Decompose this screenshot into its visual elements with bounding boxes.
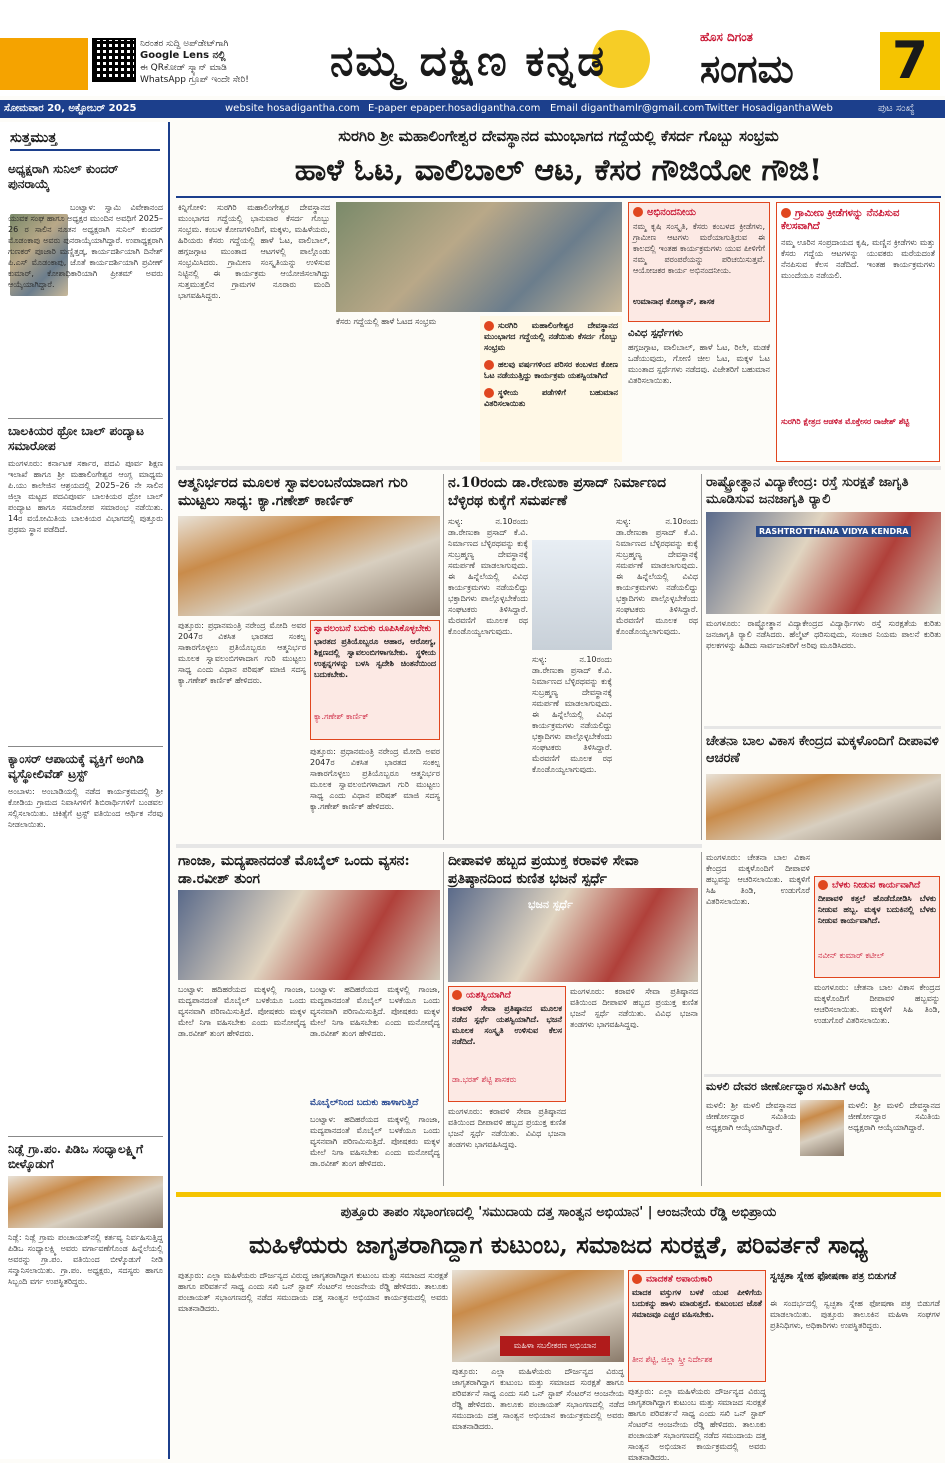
story-a-headline: ಆತ್ಮನಿರ್ಭರದ ಮೂಲಕ ಸ್ವಾವಲಂಬನೆಯಾದಾಗ ಗುರಿ ಮುಟ್ಟಲು ಸಾಧ್ಯ: ಕ್ಯಾ.ಗಣೇಶ್ ಕಾರ್ಣಿಕ್ [178,475,408,509]
article-2-headline: ಬಾಲಕಿಯರ ಥ್ರೋ ಬಾಲ್ ಪಂದ್ಯಾಟ ಸಮಾರೋಪ [8,424,145,453]
qr-code-icon[interactable] [92,38,136,82]
story-b-body-3: ಸುಳ್ಯ: ನ.10ರಂದು ಡಾ.ರೇಣುಕಾ ಪ್ರಸಾದ್ ಕೆ.ವಿ. ನಿರ್ಮಾಣದ ಬೆಳ್ಳಿರಥವನ್ನು ಕುಕ್ಕೆ ಸುಬ್ರಹ್ಮಣ್ಯ ದೇವಸ್ಥಾನಕ್ಕೆ ಸಮರ್ಪಣೆ ಮಾಡಲಾಗುವುದು. ಈ ಹಿನ್ನೆಲೆಯಲ್ಲಿ ವಿವಿಧ ಕಾರ್ಯಕ್ರಮಗಳು ನಡೆಯಲಿದ್ದು ಭಕ್ತಾದಿಗಳು ಪಾಲ್ಗೊಳ್ಳಬೇಕೆಂದು ಸಂಘಟಕರು ತಿಳಿಸಿದ್ದಾರೆ. ಮೆರವಣಿಗೆ ಮೂಲಕ ರಥ ಕೊಂಡೊಯ್ಯಲಾಗುವುದು. [616,517,698,636]
story-b-body: ಸುಳ್ಯ: ನ.10ರಂದು ಡಾ.ರೇಣುಕಾ ಪ್ರಸಾದ್ ಕೆ.ವಿ. ನಿರ್ಮಾಣದ ಬೆಳ್ಳಿರಥವನ್ನು ಕುಕ್ಕೆ ಸುಬ್ರಹ್ಮಣ್ಯ ದೇವಸ್ಥಾನಕ್ಕೆ ಸಮರ್ಪಣೆ ಮಾಡಲಾಗುವುದು. ಈ ಹಿನ್ನೆಲೆಯಲ್ಲಿ ವಿವಿಧ ಕಾರ್ಯಕ್ರಮಗಳು ನಡೆಯಲಿದ್ದು ಭಕ್ತಾದಿಗಳು ಪಾಲ್ಗೊಳ್ಳಬೇಕೆಂದು ಸಂಘಟಕರು ತಿಳಿಸಿದ್ದಾರೆ. ಮೆರವಣಿಗೆ ಮೂಲಕ ರಥ ಕೊಂಡೊಯ್ಯಲಾಗುವುದು. [448,517,528,636]
story-h-headline: ಮಳಲಿ ದೇವರ ಜೀರ್ಣೋದ್ಧಾರ ಸಮಿತಿಗೆ ಆಯ್ಕೆ [706,1080,870,1093]
story-g-quote: ದೀಪಾವಳಿ ಕತ್ತಲೆ ಹೊಡೆದೋಡಿಸಿ ಬೆಳಕು ನೀಡುವ ಹಬ್ಬ. ಮಕ್ಕಳ ಬದುಕಿನಲ್ಲಿ ಬೆಳಕು ನೀಡುವ ಕಾರ್ಯವಾಗಿದೆ. [818,893,936,925]
divider [443,852,444,1186]
bullet-2 [484,359,618,381]
qr-line-1: ನಿರಂತರ ಸುದ್ದಿ ಅಪ್‌ಡೇಟ್‌ಗಾಗಿ [140,39,229,49]
event-banner: ಮಹಿಳಾ ಸಬಲೀಕರಣ ಅಭಿಯಾನ [500,1336,610,1356]
quote-icon [452,990,462,1000]
games-title: ವಿವಿಧ ಸ್ಪರ್ಧೆಗಳು [628,328,683,339]
twitter-link[interactable]: Twitter HosadiganthaWeb [705,103,833,114]
story-d-headline: ಚೇತನಾ ಬಾಲ ವಿಕಾಸ ಕೇಂದ್ರದ ಮಕ್ಕಳೊಂದಿಗೆ ದೀಪಾವಳಿ ಆಚರಣೆ [706,734,939,766]
bullet-2-text: ಹಲವು ವರ್ಷಗಳಿಂದ ಪರಿಸರ ಕಂಬಳದ ಕೋಣ ಓಟ ನಡೆಯುತ್ತಿದ್ದು ಕಾರ್ಯಕ್ರಮ ಯಶಸ್ವಿಯಾಗಿದೆ [484,360,618,380]
lead-headline: ಹಾಳೆ ಓಟ, ವಾಲಿಬಾಲ್ ಆಟ, ಕೆಸರ ಗೌಜಿಯೋ ಗೌಜಿ! [294,153,823,188]
qr-line-2: Google Lens ನಲ್ಲಿ [140,50,226,61]
story-g-quote-title [818,880,936,891]
bottom-body: ಪುತ್ತೂರು: ಎಲ್ಲಾ ಮಹಿಳೆಯರು ದೌರ್ಜನ್ಯದ ವಿರುದ್ಧ ಜಾಗೃತರಾಗಿದ್ದಾಗ ಕುಟುಂಬ ಮತ್ತು ಸಮಾಜದ ಸುರಕ್ಷತೆ ಹಾಗೂ ಪರಿವರ್ತನೆ ಸಾಧ್ಯ ಎಂದು ಸಖಿ ಒನ್ ಸ್ಟಾಪ್ ಸೆಂಟರ್‌ನ ಆಂಜನೇಯ ರೆಡ್ಡಿ ಹೇಳಿದರು. ತಾಲೂಕು ಪಂಚಾಯತ್ ಸಭಾಂಗಣದಲ್ಲಿ ನಡೆದ ಸಮುದಾಯ ದತ್ತ ಸಾಂತ್ವನ ಅಭಿಯಾನ ಕಾರ್ಯಕ್ರಮದಲ್ಲಿ ಅವರು ಮಾತನಾಡಿದರು. [178,1271,448,1313]
divider [176,196,941,198]
masthead [0,0,945,96]
story-e-body-2: ಬಂಟ್ವಾಳ: ಹದಿಹರೆಯದ ಮಕ್ಕಳಲ್ಲಿ ಗಾಂಜಾ, ಮದ್ಯಪಾನದಂತೆ ಮೊಬೈಲ್ ಬಳಕೆಯೂ ಒಂದು ವ್ಯಸನವಾಗಿ ಪರಿಣಮಿಸುತ್ತಿದೆ. ಪೋಷಕರು ಮಕ್ಕಳ ಮೇಲೆ ನಿಗಾ ವಹಿಸಬೇಕು ಎಂದು ಮನೋವೈದ್ಯ ಡಾ.ರವೀಶ್ ತುಂಗ ಹೇಳಿದರು. [310,985,440,1038]
stage-banner: ಭಜನ ಸ್ಪರ್ಧೆ [528,898,573,911]
bullet-1-text: ಸುರಗಿರಿ ಮಹಾಲಿಂಗೇಶ್ವರ ದೇವಸ್ಥಾನದ ಮುಂಭಾಗದ ಗದ್ದೆಯಲ್ಲಿ ನಡೆಯಿತು ಕೆಸರ್ದ ಗೊಬ್ಬು ಸಂಭ್ರಮ [484,321,618,352]
article-4-body: ನಿಡ್ಲೆ: ನಿಡ್ಲೆ ಗ್ರಾಮ ಪಂಚಾಯತ್‌ನಲ್ಲಿ ಕರ್ತವ್ಯ ನಿರ್ವಹಿಸುತ್ತಿದ್ದ ಪಿಡಿಒ ಸಂಧ್ಯಾಲಕ್ಷ್ಮಿ ಅವರು ವರ್ಗಾವಣೆಗೊಂಡ ಹಿನ್ನೆಲೆಯಲ್ಲಿ ಅವರನ್ನು ಗ್ರಾ.ಪಂ. ವತಿಯಿಂದ ಬೀಳ್ಕೊಡುಗೆ ನೀಡಿ ಸನ್ಮಾನಿಸಲಾಯಿತು. ಗ್ರಾ.ಪಂ. ಅಧ್ಯಕ್ಷರು, ಸದಸ್ಯರು ಹಾಗೂ ಸಿಬ್ಬಂದಿ ವರ್ಗ ಉಪಸ್ಥಿತರಿದ್ದರು. [8,1233,163,1286]
article-2-body: ಮಂಗಳೂರು: ಕರ್ನಾಟಕ ಸರ್ಕಾರ, ಪದವಿ ಪೂರ್ವ ಶಿಕ್ಷಣ ಇಲಾಖೆ ಹಾಗೂ ಶ್ರೀ ಮಹಾಲಿಂಗೇಶ್ವರ ಆಂಗ್ಲ ಮಾಧ್ಯಮ ಪಿ.ಯು ಕಾಲೇಜಿನ ಆಶ್ರಯದಲ್ಲಿ 2025–26 ನೇ ಸಾಲಿನ ಜಿಲ್ಲಾ ಮಟ್ಟದ ಪದವಿಪೂರ್ವ ಬಾಲಕಿಯರ ಥ್ರೋ ಬಾಲ್ ಪಂದ್ಯಾಟ ಹಾಗೂ ಸಮಾರೋಪ ಸಮಾರಂಭ ನಡೆಯಿತು. 14ರ ವಯೋಮಿತಿಯ ಬಾಲಕಿಯರ ವಿಭಾಗದಲ್ಲಿ ಪುತ್ತೂರು ಪ್ರಥಮ ಸ್ಥಾನ ಪಡೆದಿದೆ. [8,459,163,534]
story-e-body: ಬಂಟ್ವಾಳ: ಹದಿಹರೆಯದ ಮಕ್ಕಳಲ್ಲಿ ಗಾಂಜಾ, ಮದ್ಯಪಾನದಂತೆ ಮೊಬೈಲ್ ಬಳಕೆಯೂ ಒಂದು ವ್ಯಸನವಾಗಿ ಪರಿಣಮಿಸುತ್ತಿದೆ. ಪೋಷಕರು ಮಕ್ಕಳ ಮೇಲೆ ನಿಗಾ ವಹಿಸಬೇಕು ಎಂದು ಮನೋವೈದ್ಯ ಡಾ.ರವೀಶ್ ತುಂಗ ಹೇಳಿದರು. [178,985,306,1038]
divider [443,474,444,840]
lead-photo-caption: ಕೆಸರು ಗದ್ದೆಯಲ್ಲಿ ಹಾಳೆ ಓಟದ ಸಂಭ್ರಮ [336,317,437,326]
story-b-body-2: ಸುಳ್ಯ: ನ.10ರಂದು ಡಾ.ರೇಣುಕಾ ಪ್ರಸಾದ್ ಕೆ.ವಿ. ನಿರ್ಮಾಣದ ಬೆಳ್ಳಿರಥವನ್ನು ಕುಕ್ಕೆ ಸುಬ್ರಹ್ಮಣ್ಯ ದೇವಸ್ಥಾನಕ್ಕೆ ಸಮರ್ಪಣೆ ಮಾಡಲಾಗುವುದು. ಈ ಹಿನ್ನೆಲೆಯಲ್ಲಿ ವಿವಿಧ ಕಾರ್ಯಕ್ರಮಗಳು ನಡೆಯಲಿದ್ದು ಭಕ್ತಾದಿಗಳು ಪಾಲ್ಗೊಳ್ಳಬೇಕೆಂದು ಸಂಘಟಕರು ತಿಳಿಸಿದ್ದಾರೆ. ಮೆರವಣಿಗೆ ಮೂಲಕ ರಥ ಕೊಂಡೊಯ್ಯಲಾಗುವುದು. [532,655,612,774]
divider [701,852,702,1186]
quote-icon [781,208,791,218]
lead-body: ಕಿನ್ನಿಗೋಳಿ: ಸುರಗಿರಿ ಮಹಾಲಿಂಗೇಶ್ವರ ದೇವಸ್ಥಾನದ ಮುಂಭಾಗದ ಗದ್ದೆಯಲ್ಲಿ ಭಾನುವಾರ ಕೆಸರ್ದ ಗೊಬ್ಬು ಸಂಭ್ರಮ. ಕಂಬಳ ಕೋಣಗಳಿಂದಿಗೆ, ಮಕ್ಕಳು, ಮಹಿಳೆಯರು, ಹಿರಿಯರು ಕೆಸರು ಗದ್ದೆಯಲ್ಲಿ ಹಾಳೆ ಓಟ, ವಾಲಿಬಾಲ್, ಹಗ್ಗಜಗ್ಗಾಟ ಮುಂತಾದ ಆಟಗಳಲ್ಲಿ ಪಾಲ್ಗೊಂಡು ಸಂಭ್ರಮಿಸಿದರು. ಗ್ರಾಮೀಣ ಸಂಸ್ಕೃತಿಯನ್ನು ಉಳಿಸುವ ನಿಟ್ಟಿನಲ್ಲಿ ಈ ಕಾರ್ಯಕ್ರಮ ಆಯೋಜಿಸಲಾಗಿದ್ದು ಸುತ್ತಮುತ್ತಲಿನ ಗ್ರಾಮಗಳ ನೂರಾರು ಮಂದಿ ಭಾಗವಹಿಸಿದ್ದರು. [178,203,330,300]
divider [176,844,702,848]
story-a-quote-box [310,620,440,740]
lead-bullets [480,316,622,462]
praise-body: ನಮ್ಮ ಕೃಷಿ ಸಂಸ್ಕೃತಿ, ಕೆಸರು ಕಂಬಳದ ಕ್ರೀಡೆಗಳು, ಗ್ರಾಮೀಣ ಆಟಗಳು ಮರೆಯಾಗುತ್ತಿರುವ ಈ ಕಾಲದಲ್ಲಿ ಇಂತಹ ಕಾರ್ಯಕ್ರಮಗಳು ಯುವ ಪೀಳಿಗೆಗೆ ನಮ್ಮ ಪರಂಪರೆಯನ್ನು ಪರಿಚಯಿಸುತ್ತವೆ. ಆಯೋಜಕರ ಕಾರ್ಯ ಅಭಿನಂದನೀಯ. [633,222,765,275]
bullet-icon [484,388,494,398]
story-d-photo [706,774,941,840]
story-a-body-cont: ಪುತ್ತೂರು: ಪ್ರಧಾನಮಂತ್ರಿ ನರೇಂದ್ರ ಮೋದಿ ಅವರ 2047ರ ವಿಕಸಿತ ಭಾರತದ ಸಂಕಲ್ಪ ಸಾಕಾರಗೊಳ್ಳಲು ಪ್ರತಿಯೊಬ್ಬರೂ ಆತ್ಮನಿರ್ಭರ ಮೂಲಕ ಸ್ವಾವಲಂಬಿಗಳಾದಾಗ ಗುರಿ ಮುಟ್ಟಲು ಸಾಧ್ಯ ಎಂದು ವಿಧಾನ ಪರಿಷತ್ ಮಾಜಿ ಸದಸ್ಯ ಕ್ಯಾ.ಗಣೇಶ್ ಕಾರ್ಣಿಕ್ ಹೇಳಿದರು. [310,747,440,811]
story-h-body-2: ಮಳಲಿ: ಶ್ರೀ ಮಳಲಿ ದೇವಸ್ಥಾನದ ಜೀರ್ಣೋದ್ಧಾರ ಸಮಿತಿಯ ಅಧ್ಯಕ್ಷರಾಗಿ ಆಯ್ಕೆಯಾಗಿದ್ದಾರೆ. [848,1101,940,1132]
story-g-body: ಮಂಗಳೂರು: ಚೇತನಾ ಬಾಲ ವಿಕಾಸ ಕೇಂದ್ರದ ಮಕ್ಕಳೊಂದಿಗೆ ದೀಪಾವಳಿ ಹಬ್ಬವನ್ನು ಆಚರಿಸಲಾಯಿತು. ಮಕ್ಕಳಿಗೆ ಸಿಹಿ ತಿಂಡಿ, ಉಡುಗೊರೆ ವಿತರಿಸಲಾಯಿತು. [706,853,810,906]
quote-icon [633,207,643,217]
article-3-body: ಅಂಬಾಳು: ಅಂಬಾಡಿಯಲ್ಲಿ ನಡೆದ ಕಾರ್ಯಕ್ರಮದಲ್ಲಿ ಶ್ರೀ ಕೋಡಿಯ ಗ್ರಾಮದ ನಿವಾಸಿಗಳಿಗೆ ಶಿಬಿರಾರ್ಥಿಗಳಿಗೆ ಬಂಡವಲ ಸಲ್ಲಿಸಲಾಯಿತು. ಚಿಕಿತ್ಸೆಗೆ ಟ್ರಸ್ಟ್ ವತಿಯಿಂದ ಆರ್ಥಿಕ ನೆರವು ನೀಡಲಾಯಿತು. [8,787,163,829]
quote-icon [818,880,828,890]
article-1-body: ಬಂಟ್ವಾಳ: ಸ್ವಾಮಿ ವಿವೇಕಾನಂದ ಯುವಕ ಸಂಘ ಹಾಗೂ ಅಧ್ಯಕ್ಷರ ಮುಂದಿನ ಅವಧಿಗೆ 2025–26 ರ ಸಾಲಿನ ನೂತನ ಅಧ್ಯಕ್ಷರಾಗಿ ಸುನಿಲ್ ಕುಂದರ್ ಮೊಡಂಕಾಪು ಅವರು ಪುನರಾಯ್ಕೆಯಾಗಿದ್ದಾರೆ. ಉಪಾಧ್ಯಕ್ಷರಾಗಿ ಗುಣಕರ್ ಪೂಜಾರಿ ಮಣ್ಣಿತ್ತಡ್ಕ, ಕಾರ್ಯದರ್ಶಿಯಾಗಿ ದಿನೇಶ್ ಪಿ.ಎಸ್ ಮೊಡಂಕಾಪು, ಜೊತೆ ಕಾರ್ಯದರ್ಶಿಯಾಗಿ ಪ್ರವೀಣ್ ಕುಮಾರ್, ಕೋಶಾಧಿಕಾರಿಯಾಗಿ ಪ್ರೀತಮ್ ಅವರು ಆಯ್ಕೆಯಾಗಿದ್ದಾರೆ. [8,203,163,289]
story-c-photo [706,512,941,614]
qr-line-4: WhatsApp ಗ್ರೂಪ್ ಇಂದೇ ಸೇರಿ! [140,75,249,85]
story-f-quote-box [448,986,566,1102]
page-title: ನಮ್ಮ ದಕ್ಷಿಣ ಕನ್ನಡ [330,36,607,85]
qr-instructions [140,38,320,86]
lead-kicker: ಸುರಗಿರಿ ಶ್ರೀ ಮಹಾಲಿಂಗೇಶ್ವರ ದೇವಸ್ಥಾನದ ಮುಂಭಾಗದ ಗದ್ದೆಯಲ್ಲಿ ಕೆಸರ್ದ ಗೊಬ್ಬು ಸಂಭ್ರಮ [338,127,779,145]
rural-title-text: ಗ್ರಾಮೀಣ ಕ್ರೀಡೆಗಳನ್ನು ನೆನಪಿಸುವ ಕೆಲಸವಾಗಿದೆ [781,208,900,232]
story-e-headline: ಗಾಂಜಾ, ಮದ್ಯಪಾನದಂತೆ ಮೊಬೈಲ್ ಒಂದು ವ್ಯಸನ: ಡಾ.ರವೀಶ್ ತುಂಗ [178,853,410,887]
divider [176,1192,941,1197]
bullet-1 [484,320,618,353]
warning-box [628,1270,766,1382]
brand-logo: ಹೊಸ ದಿಗಂತ [700,30,753,44]
story-a-quote-title: ಸ್ವಾವಲಂಬನೆ ಬದುಕು ರೂಪಿಸಿಕೊಳ್ಳಬೇಕು [314,624,432,634]
article-4-headline: ನಿಡ್ಲೆ ಗ್ರಾ.ಪಂ. ಪಿಡಿಒ ಸಂಧ್ಯಾಲಕ್ಷ್ಮಿಗೆ ಬೀಳ್ಕೊಡುಗೆ [8,1142,143,1171]
right-body: ಈ ಸಂದರ್ಭದಲ್ಲಿ ಸ್ವಚ್ಛತಾ ಸ್ನೇಹ ಫೋಷಣಾ ಪತ್ರ ಬಿಡುಗಡೆ ಮಾಡಲಾಯಿತು. ಪುತ್ತೂರು ತಾಲೂಕಿನ ಮಹಿಳಾ ಸಂಘಗಳ ಪ್ರತಿನಿಧಿಗಳು, ಅಧಿಕಾರಿಗಳು ಉಪಸ್ಥಿತರಿದ್ದರು. [770,1299,940,1330]
rural-title [781,207,935,233]
left-column [0,122,170,1459]
warning-title [632,1274,762,1285]
bottom-body-3: ಪುತ್ತೂರು: ಎಲ್ಲಾ ಮಹಿಳೆಯರು ದೌರ್ಜನ್ಯದ ವಿರುದ್ಧ ಜಾಗೃತರಾಗಿದ್ದಾಗ ಕುಟುಂಬ ಮತ್ತು ಸಮಾಜದ ಸುರಕ್ಷತೆ ಹಾಗೂ ಪರಿವರ್ತನೆ ಸಾಧ್ಯ ಎಂದು ಸಖಿ ಒನ್ ಸ್ಟಾಪ್ ಸೆಂಟರ್‌ನ ಆಂಜನೇಯ ರೆಡ್ಡಿ ಹೇಳಿದರು. ತಾಲೂಕು ಪಂಚಾಯತ್ ಸಭಾಂಗಣದಲ್ಲಿ ನಡೆದ ಸಮುದಾಯ ದತ್ತ ಸಾಂತ್ವನ ಅಭಿಯಾನ ಕಾರ್ಯಕ್ರಮದಲ್ಲಿ ಅವರು ಮಾತನಾಡಿದರು. [628,1387,766,1462]
rural-box [776,202,940,462]
bullet-icon [484,321,494,331]
bullet-icon [484,360,494,370]
story-g-quote-by: ನವೀನ್ ಕುಮಾರ್ ಕಟೀಲ್ [818,950,885,960]
warning-title-text: ಮಾದಕತೆ ಅಪಾಯಕಾರಿ [646,1274,713,1285]
quote-icon [632,1274,642,1284]
story-c-headline: ರಾಷ್ಟ್ರೋತ್ಥಾನ ವಿದ್ಯಾಕೇಂದ್ರ: ರಸ್ತೆ ಸುರಕ್ಷತೆ ಜಾಗೃತಿ ಮೂಡಿಸುವ ಜನಜಾಗೃತಿ ರ್‍ಯಾಲಿ [706,475,909,507]
praise-title-text: ಅಭಿನಂದನೀಯ [647,207,696,218]
story-h-body: ಮಳಲಿ: ಶ್ರೀ ಮಳಲಿ ದೇವಸ್ಥಾನದ ಜೀರ್ಣೋದ್ಧಾರ ಸಮಿತಿಯ ಅಧ್ಯಕ್ಷರಾಗಿ ಆಯ್ಕೆಯಾಗಿದ್ದಾರೆ. [706,1101,796,1132]
story-f-quote-title [452,990,562,1001]
page-label: ಪುಟ ಸಂಖ್ಯೆ [878,103,915,114]
games-box [628,328,770,462]
website-link[interactable]: website hosadigantha.com [225,103,360,114]
games-body: ಹಗ್ಗಜಗ್ಗಾಟ, ವಾಲಿಬಾಲ್, ಹಾಳೆ ಓಟ, ರಿಲೇ, ಮಡಕೆ ಒಡೆಯುವುದು, ಗೋಣಿ ಚೀಲ ಓಟ, ಮಕ್ಕಳ ಓಟ ಮುಂತಾದ ಸ್ಪರ್ಧೆಗಳು ನಡೆದವು. ವಿಜೇತರಿಗೆ ಬಹುಮಾನ ವಿತರಿಸಲಾಯಿತು. [628,343,770,385]
story-f-photo [448,888,698,982]
page-number: 7 [880,32,940,90]
story-g-quote-box [814,876,940,978]
divider [8,418,163,419]
section-title: ಸುತ್ತಮುತ್ತ [10,130,160,151]
rural-body: ನಮ್ಮ ಊರಿನ ಸಂಪ್ರದಾಯದ ಕೃಷಿ, ಮಣ್ಣಿನ ಕ್ರೀಡೆಗಳು ಮತ್ತು ಕೆಸರು ಗದ್ದೆಯ ಆಟಗಳನ್ನು ಯುವಕರು ಮರೆಯದಂತೆ ನೆನಪಿಸುವ ಕೆಲಸ ನಡೆದಿದೆ. ಇಂತಹ ಕಾರ್ಯಕ್ರಮಗಳು ಮುಂದೆಯೂ ನಡೆಯಲಿ. [781,238,935,280]
article-1-headline: ಅಧ್ಯಕ್ಷರಾಗಿ ಸುನಿಲ್ ಕುಂದರ್ ಪುನರಾಯ್ಕೆ [8,162,119,191]
divider [8,746,163,747]
bottom-kicker: ಪುತ್ತೂರು ತಾಪಂ ಸಭಾಂಗಣದಲ್ಲಿ 'ಸಮುದಾಯ ದತ್ತ ಸಾಂತ್ವನ ಅಭಿಯಾನ' | ಆಂಜನೇಯ ರೆಡ್ಡಿ ಅಭಿಪ್ರಾಯ [340,1205,777,1220]
story-e-photo [178,890,440,980]
story-f-quote-by: ಡಾ.ಭರತ್ ಶೆಟ್ಟಿ ಶಾಸಕರು [452,1074,517,1084]
story-c-body: ಮಂಗಳೂರು: ರಾಷ್ಟ್ರೋತ್ಥಾನ ವಿದ್ಯಾಕೇಂದ್ರದ ವಿದ್ಯಾರ್ಥಿಗಳು ರಸ್ತೆ ಸುರಕ್ಷತೆಯ ಕುರಿತು ಜನಜಾಗೃತಿ ರ್‍ಯಾಲಿ ನಡೆಸಿದರು. ಹೆಲ್ಮೆಟ್ ಧರಿಸುವುದು, ಸಂಚಾರ ನಿಯಮ ಪಾಲನೆ ಕುರಿತು ಫಲಕಗಳನ್ನು ಹಿಡಿದು ಸಾರ್ವಜನಿಕರಿಗೆ ಅರಿವು ಮೂಡಿಸಿದರು. [706,619,941,650]
praise-title [633,207,765,218]
bottom-headline: ಮಹಿಳೆಯರು ಜಾಗೃತರಾಗಿದ್ದಾಗ ಕುಟುಂಬ, ಸಮಾಜದ ಸುರಕ್ಷತೆ, ಪರಿವರ್ತನೆ ಸಾಧ್ಯ [249,1230,868,1259]
bullet-3 [484,387,618,409]
praise-box [628,202,770,322]
praise-by: ಉಮಾನಾಥ ಕೋಟ್ಯಾನ್, ಶಾಸಕ [633,297,715,306]
story-f-body: ಮಂಗಳೂರು: ಕರಾವಳಿ ಸೇವಾ ಪ್ರತಿಷ್ಠಾನದ ವತಿಯಿಂದ ದೀಪಾವಳಿ ಹಬ್ಬದ ಪ್ರಯುಕ್ತ ಕುಣಿತ ಭಜನೆ ಸ್ಪರ್ಧೆ ನಡೆಯಿತು. ವಿವಿಧ ಭಜನಾ ತಂಡಗಳು ಭಾಗವಹಿಸಿದ್ದವು. [448,1107,566,1149]
bottom-body-2: ಪುತ್ತೂರು: ಎಲ್ಲಾ ಮಹಿಳೆಯರು ದೌರ್ಜನ್ಯದ ವಿರುದ್ಧ ಜಾಗೃತರಾಗಿದ್ದಾಗ ಕುಟುಂಬ ಮತ್ತು ಸಮಾಜದ ಸುರಕ್ಷತೆ ಹಾಗೂ ಪರಿವರ್ತನೆ ಸಾಧ್ಯ ಎಂದು ಸಖಿ ಒನ್ ಸ್ಟಾಪ್ ಸೆಂಟರ್‌ನ ಆಂಜನೇಯ ರೆಡ್ಡಿ ಹೇಳಿದರು. ತಾಲೂಕು ಪಂಚಾಯತ್ ಸಭಾಂಗಣದಲ್ಲಿ ನಡೆದ ಸಮುದಾಯ ದತ್ತ ಸಾಂತ್ವನ ಅಭಿಯಾನ ಕಾರ್ಯಕ್ರಮದಲ್ಲಿ ಅವರು ಮಾತನಾಡಿದರು. [452,1367,624,1431]
story-f-body-2: ಮಂಗಳೂರು: ಕರಾವಳಿ ಸೇವಾ ಪ್ರತಿಷ್ಠಾನದ ವತಿಯಿಂದ ದೀಪಾವಳಿ ಹಬ್ಬದ ಪ್ರಯುಕ್ತ ಕುಣಿತ ಭಜನೆ ಸ್ಪರ್ಧೆ ನಡೆಯಿತು. ವಿವಿಧ ಭಜನಾ ತಂಡಗಳು ಭಾಗವಹಿಸಿದ್ದವು. [570,987,698,1029]
divider [704,726,941,729]
rural-by: ಸುರಗಿರಿ ಕ್ಷೇತ್ರದ ಆಡಳಿತ ಮೊಕ್ತೇಸರ ರಾಜೇಶ್ ಶೆಟ್ಟಿ [781,417,910,426]
school-banner: RASHTROTTHANA VIDYA KENDRA [756,526,911,537]
silver-chariot-photo [532,540,612,650]
story-f-quote-title-text: ಯಶಸ್ವಿಯಾಗಿದೆ [466,990,511,1001]
email-link[interactable]: Email diganthamlr@gmail.com [550,103,705,114]
story-h-portrait [800,1100,844,1156]
story-a-quote: ಭಾರತದ ಪ್ರತಿಯೊಬ್ಬರೂ ಆಹಾರ, ಆರೋಗ್ಯ, ಶಿಕ್ಷಣದಲ್ಲಿ ಸ್ವಾವಲಂಬಿಗಳಾಗಬೇಕು. ಸ್ಥಳೀಯ ಉತ್ಪನ್ನಗಳನ್ನು ಬಳಸಿ ಸ್ವದೇಶಿ ಚಿಂತನೆಯಿಂದ ಬದುಕಬೇಕು. [314,637,436,679]
story-a-quote-by: ಕ್ಯಾ.ಗಣೇಶ್ ಕಾರ್ಣಿಕ್ [314,712,369,721]
story-g-body-2: ಮಂಗಳೂರು: ಚೇತನಾ ಬಾಲ ವಿಕಾಸ ಕೇಂದ್ರದ ಮಕ್ಕಳೊಂದಿಗೆ ದೀಪಾವಳಿ ಹಬ್ಬವನ್ನು ಆಚರಿಸಲಾಯಿತು. ಮಕ್ಕಳಿಗೆ ಸಿಹಿ ತಿಂಡಿ, ಉಡುಗೊರೆ ವಿತರಿಸಲಾಯಿತು. [814,983,940,1025]
right-subhead: ಸ್ವಚ್ಛತಾ ಸ್ನೇಹ ಫೋಷಣಾ ಪತ್ರ ಬಿಡುಗಡೆ [770,1271,897,1282]
supplement-title: ಸಂಗಮ [700,46,794,91]
date: ಸೋಮವಾರ 20, ಅಕ್ಟೋಬರ್ 2025 [4,103,137,114]
story-f-headline: ದೀಪಾವಳಿ ಹಬ್ಬದ ಪ್ರಯುಕ್ತ ಕರಾವಳಿ ಸೇವಾ ಪ್ರತಿಷ್ಠಾನದಿಂದ ಕುಣಿತ ಭಜನೆ ಸ್ಪರ್ಧೆ [448,853,639,887]
divider [8,1136,163,1137]
orange-bar [0,38,88,90]
story-g-quote-title-text: ಬೆಳಕು ನೀಡುವ ಕಾರ್ಯವಾಗಿದೆ [832,880,921,891]
article-3-headline: ಕ್ಯಾಂಸರ್ ಆಪಾಯಕ್ಕೆ ವ್ಯಕ್ತಿಗೆ ಅಂಗಿಡಿ ವ್ಯಸ್ಥೋಲಿವೆಡ್ ಟ್ರಸ್ಟ್ [8,752,144,781]
lead-photo [336,202,622,312]
bullet-3-text: ಸ್ಥಳೀಯ ಪಡೆಗಳಿಗೆ ಬಹುಮಾನ ವಿತರಿಸಲಾಯಿತು [484,388,618,408]
divider [176,466,941,470]
divider [704,1074,941,1077]
warning-body: ಮಾದಕ ವಸ್ತುಗಳ ಬಳಕೆ ಯುವ ಪೀಳಿಗೆಯ ಬದುಕನ್ನು ಹಾಳು ಮಾಡುತ್ತದೆ. ಕುಟುಂಬದ ಜೊತೆ ಸಮಾಜವೂ ಎಚ್ಚರ ವಹಿಸಬೇಕು. [632,1287,762,1319]
story-e-subhead: ಮೊಬೈಲ್‌ನಿಂದ ಬದುಕು ಹಾಳಾಗುತ್ತಿದೆ [310,1098,419,1108]
story-b-headline: ನ.10ರಂದು ಡಾ.ರೇಣುಕಾ ಪ್ರಸಾದ್ ನಿರ್ಮಾಣದ ಬೆಳ್ಳಿರಥ ಕುಕ್ಕೆಗೆ ಸಮರ್ಪಣೆ [448,475,667,509]
story-a-body: ಪುತ್ತೂರು: ಪ್ರಧಾನಮಂತ್ರಿ ನರೇಂದ್ರ ಮೋದಿ ಅವರ 2047ರ ವಿಕಸಿತ ಭಾರತದ ಸಂಕಲ್ಪ ಸಾಕಾರಗೊಳ್ಳಲು ಪ್ರತಿಯೊಬ್ಬರೂ ಆತ್ಮನಿರ್ಭರ ಮೂಲಕ ಸ್ವಾವಲಂಬಿಗಳಾದಾಗ ಗುರಿ ಮುಟ್ಟಲು ಸಾಧ್ಯ ಎಂದು ವಿಧಾನ ಪರಿಷತ್ ಮಾಜಿ ಸದಸ್ಯ ಕ್ಯಾ.ಗಣೇಶ್ ಕಾರ್ಣಿಕ್ ಹೇಳಿದರು. [178,621,306,685]
warning-by: ತೀನ ಶೆಟ್ಟಿ, ಜಿಲ್ಲಾ ಸ್ತ್ರೀ ನಿರ್ದೇಶಕ [632,1354,713,1364]
epaper-link[interactable]: E-paper epaper.hosadigantha.com [368,103,541,114]
story-a-photo [178,516,440,616]
divider [701,474,702,840]
story-e-body-3: ಬಂಟ್ವಾಳ: ಹದಿಹರೆಯದ ಮಕ್ಕಳಲ್ಲಿ ಗಾಂಜಾ, ಮದ್ಯಪಾನದಂತೆ ಮೊಬೈಲ್ ಬಳಕೆಯೂ ಒಂದು ವ್ಯಸನವಾಗಿ ಪರಿಣಮಿಸುತ್ತಿದೆ. ಪೋಷಕರು ಮಕ್ಕಳ ಮೇಲೆ ನಿಗಾ ವಹಿಸಬೇಕು ಎಂದು ಮನೋವೈದ್ಯ ಡಾ.ರವೀಶ್ ತುಂಗ ಹೇಳಿದರು. [310,1115,440,1168]
story-f-quote: ಕರಾವಳಿ ಸೇವಾ ಪ್ರತಿಷ್ಠಾನದ ಮೂಲಕ ನಡೆದ ಸ್ಪರ್ಧೆ ಯಶಸ್ವಿಯಾಗಿದೆ. ಭಜನೆ ಮೂಲಕ ಸಂಸ್ಕೃತಿ ಉಳಿಸುವ ಕೆಲಸ ನಡೆದಿದೆ. [452,1003,562,1046]
farewell-photo [8,1176,163,1228]
dateline-bar [0,100,945,118]
qr-line-3: ಈ QRಕೋಡ್ ಸ್ಕ್ಯಾನ್ ಮಾಡಿ [140,63,227,73]
